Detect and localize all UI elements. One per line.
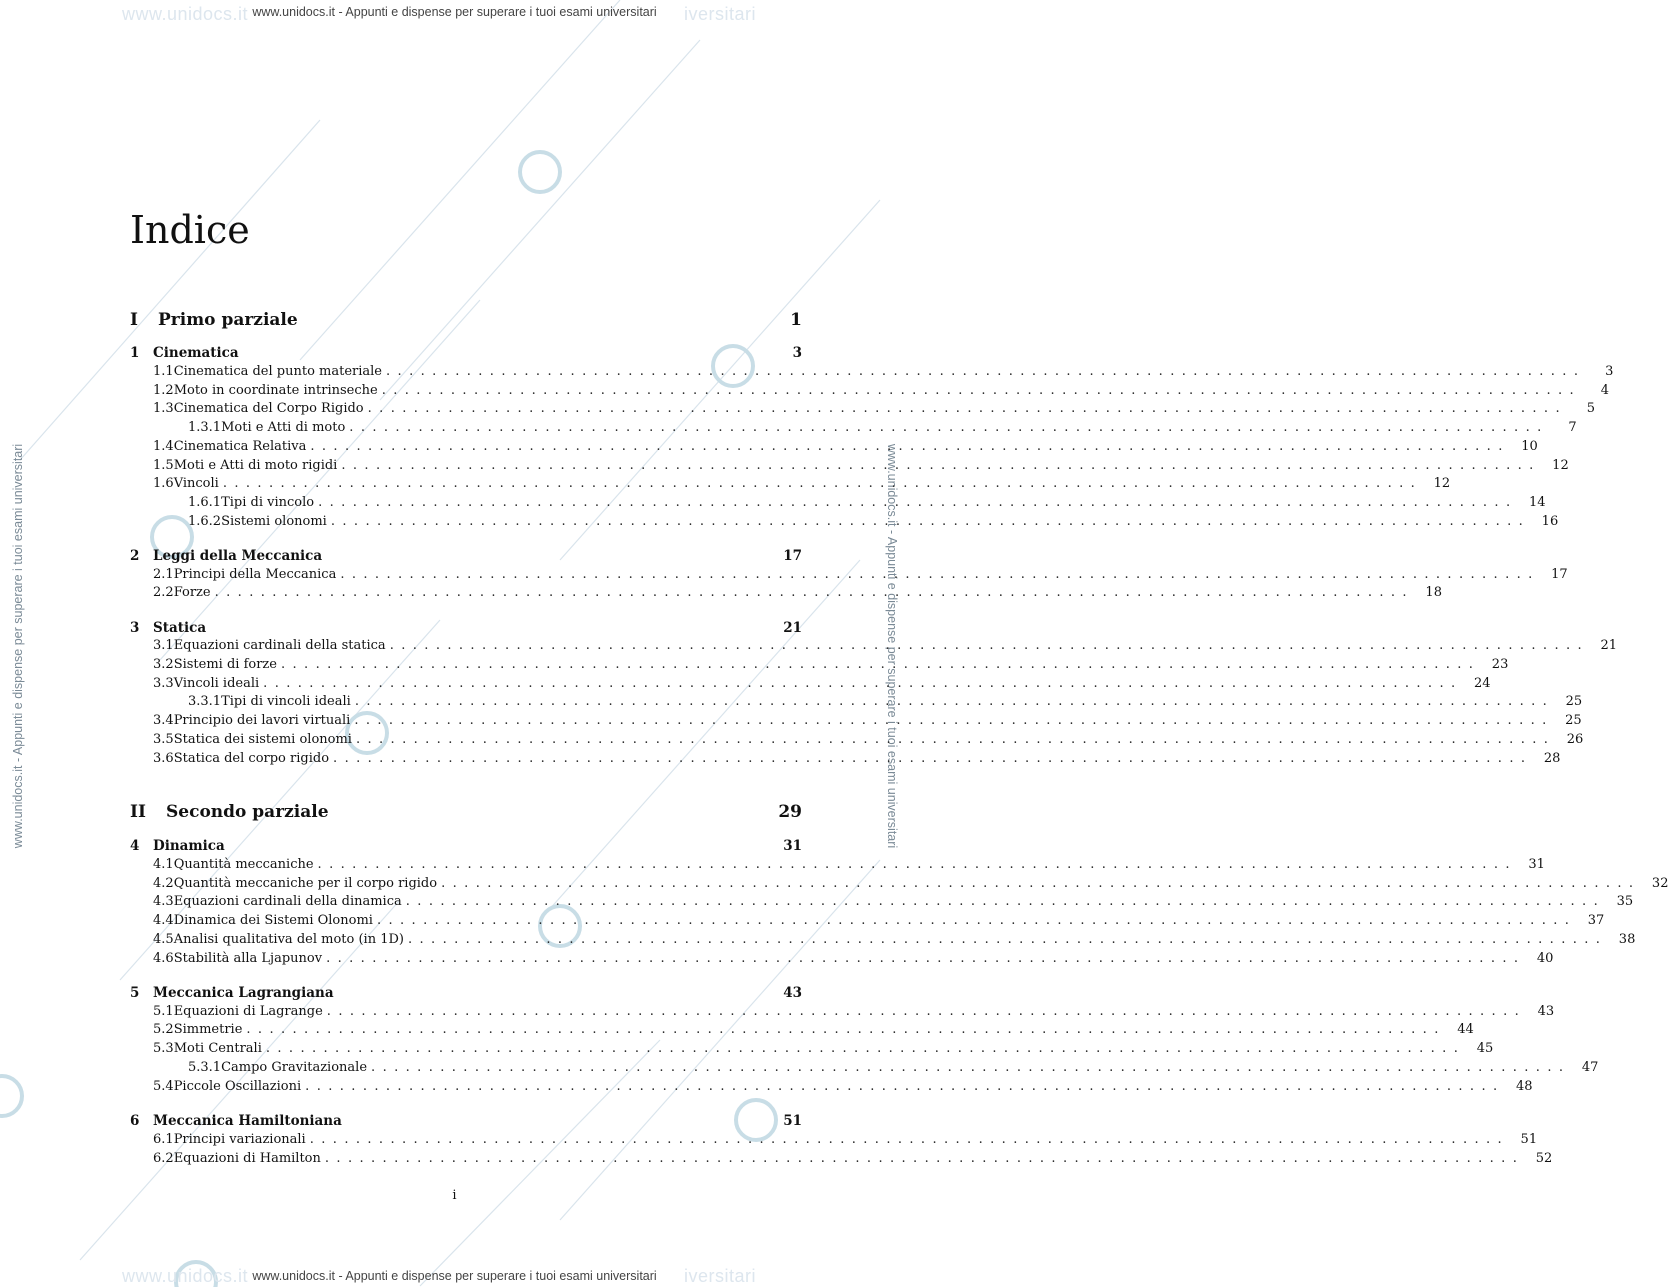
dot-leader: ........................................................................................................ [354,694,1555,709]
entry-number: 3.5 [153,732,174,747]
entry-title: Vincoli [173,476,219,491]
toc-entry[interactable] [153,751,1561,769]
entry-number: 3.1 [153,638,174,653]
entry-page: 16 [1541,514,1559,529]
toc-entry[interactable] [153,657,1509,675]
toc-entry[interactable] [153,732,1584,750]
entry-number: 3.2 [153,657,174,672]
entry-page: 47 [1581,1060,1599,1075]
entry-number: 2.1 [153,567,174,582]
toc-chapter[interactable] [130,548,802,566]
toc-entry[interactable] [188,514,1559,532]
dot-leader: ........................................................................................................ [441,876,1641,891]
chapter-number: 6 [130,1113,140,1129]
entry-number: 1.1 [153,364,174,379]
dot-leader: ........................................................................................................ [326,1004,1527,1019]
entry-page: 17 [1551,567,1568,582]
entry-page: 52 [1535,1151,1553,1166]
chapter-title: Statica [153,620,207,636]
entry-title: Analisi qualitativa del moto (in 1D) [173,932,404,947]
entry-title: Moti e Atti di moto rigidi [173,458,338,473]
dot-leader: ........................................................................................................ [326,951,1526,966]
dot-leader: ........................................................................................................ [222,476,1423,491]
entry-page: 14 [1528,495,1546,510]
entry-number: 1.2 [153,383,174,398]
toc-entry[interactable] [188,694,1583,712]
entry-number: 6.1 [153,1132,174,1147]
entry-title: Cinematica Relativa [173,439,307,454]
entry-title: Simmetrie [173,1022,243,1037]
dot-leader: ........................................................................................................ [324,1151,1525,1166]
side-watermark-right: www.unidocs.it - Appunti e dispense per superare i tuoi esami universitari [885,443,899,849]
entry-title: Vincoli ideali [173,676,260,691]
dot-leader: ........................................................................................................ [407,932,1608,947]
entry-page: 40 [1536,951,1554,966]
entry-page: 23 [1491,657,1509,672]
ghost-watermark-bottom: www.unidocs.it [122,1266,249,1286]
entry-title: Equazioni cardinali della statica [173,638,386,653]
chapter-number: 1 [130,345,140,361]
dot-leader: ........................................................................................................ [386,364,1586,379]
toc-title: Indice [130,208,250,252]
part-page: 1 [790,310,802,330]
entry-number: 5.2 [153,1022,174,1037]
toc-entry[interactable] [153,567,1568,585]
toc-entry[interactable] [153,676,1491,694]
entry-number: 3.3 [153,676,174,691]
entry-number: 5.3.1 [188,1060,222,1075]
dot-leader: ........................................................................................................ [367,401,1568,416]
toc-entry[interactable] [153,932,1636,950]
entry-number: 1.3.1 [188,420,222,435]
toc-entry[interactable] [153,476,1451,494]
entry-page: 51 [1520,1132,1538,1147]
part-page: 29 [778,802,802,822]
entry-page: 37 [1587,913,1605,928]
entry-number: 4.5 [153,932,174,947]
entry-page: 32 [1651,876,1668,891]
toc-entry[interactable] [153,439,1538,457]
dot-leader: ........................................................................................................ [376,913,1577,928]
toc-chapter[interactable] [130,838,802,856]
dot-leader: ........................................................................................................ [371,1060,1571,1075]
dot-leader: ........................................................................................................ [389,638,1590,653]
chapter-page: 43 [783,985,802,1001]
toc-entry[interactable] [153,1151,1553,1169]
entry-title: Equazioni cardinali della dinamica [173,894,402,909]
toc-entry[interactable] [153,713,1582,731]
entry-title: Equazioni di Lagrange [173,1004,323,1019]
toc-entry[interactable] [153,951,1554,969]
entry-title: Piccole Oscillazioni [173,1079,302,1094]
toc-part[interactable] [130,310,802,334]
dot-leader: ........................................................................................................ [318,495,1518,510]
entry-title: Sistemi di forze [173,657,277,672]
entry-page: 31 [1528,857,1545,872]
dot-leader: ........................................................................................................ [280,657,1481,672]
chapter-title: Meccanica Lagrangiana [153,985,334,1001]
ghost-watermark-bottom-right: iversitari [684,1266,757,1286]
entry-number: 1.6.1 [188,495,222,510]
entry-number: 4.3 [153,894,174,909]
entry-page: 48 [1516,1079,1533,1094]
entry-title: Dinamica dei Sistemi Olonomi [173,913,373,928]
header-watermark: www.unidocs.it - Appunti e dispense per superare i tuoi esami universitari [252,5,657,19]
chapter-page: 3 [792,345,802,361]
dot-leader: ........................................................................................................ [405,894,1606,909]
part-number: II [130,802,146,822]
chapter-page: 31 [783,838,802,854]
dot-leader: ........................................................................................................ [381,383,1582,398]
chapter-page: 17 [783,548,802,564]
entry-title: Campo Gravitazionale [221,1060,368,1075]
toc-entry[interactable] [153,1004,1555,1022]
toc-entry[interactable] [153,458,1569,476]
chapter-number: 5 [130,985,140,1001]
chapter-title: Dinamica [153,838,225,854]
dot-leader: ........................................................................................................ [340,567,1540,582]
side-watermark-left: www.unidocs.it - Appunti e dispense per superare i tuoi esami universitari [11,443,25,849]
entry-title: Tipi di vincolo [221,495,315,510]
entry-title: Tipi di vincoli ideali [221,694,351,709]
entry-page: 26 [1566,732,1584,747]
dot-leader: ........................................................................................................ [214,585,1414,600]
dot-leader: ........................................................................................................ [333,751,1533,766]
entry-title: Principi variazionali [173,1132,306,1147]
entry-page: 10 [1521,439,1538,454]
entry-number: 1.6 [153,476,174,491]
entry-page: 12 [1433,476,1451,491]
entry-title: Principi della Meccanica [173,567,337,582]
entry-page: 44 [1457,1022,1474,1037]
dot-leader: ........................................................................................................ [246,1022,1446,1037]
entry-page: 24 [1474,676,1491,691]
page-number: i [452,1188,457,1203]
chapter-title: Leggi della Meccanica [153,548,323,564]
dot-leader: ........................................................................................................ [330,514,1531,529]
entry-number: 2.2 [153,585,174,600]
chapter-title: Cinematica [153,345,239,361]
chapter-page: 51 [783,1113,802,1129]
dot-leader: ........................................................................................................ [265,1041,1466,1056]
dot-leader: ........................................................................................................ [317,857,1517,872]
chapter-number: 4 [130,838,140,854]
entry-page: 25 [1565,713,1582,728]
entry-page: 12 [1552,458,1569,473]
entry-page: 7 [1568,420,1577,435]
toc-entry[interactable] [153,913,1605,931]
dot-leader: ........................................................................................................ [354,713,1554,728]
toc-entry[interactable] [153,1132,1538,1150]
entry-page: 28 [1543,751,1561,766]
entry-page: 18 [1425,585,1442,600]
entry-page: 35 [1616,894,1634,909]
entry-page: 4 [1600,383,1610,398]
entry-number: 3.4 [153,713,174,728]
dot-leader: ........................................................................................................ [349,420,1549,435]
entry-number: 4.2 [153,876,174,891]
entry-number: 5.1 [153,1004,174,1019]
entry-number: 3.3.1 [188,694,222,709]
entry-title: Quantità meccaniche [173,857,314,872]
entry-title: Cinematica del punto materiale [173,364,383,379]
entry-number: 4.4 [153,913,174,928]
toc-entry[interactable] [153,401,1596,419]
entry-page: 21 [1600,638,1618,653]
entry-title: Equazioni di Hamilton [173,1151,321,1166]
toc-chapter[interactable] [130,345,802,363]
entry-number: 5.3 [153,1041,174,1056]
dot-leader: ........................................................................................................ [341,458,1541,473]
toc-entry[interactable] [153,1079,1533,1097]
entry-number: 1.5 [153,458,174,473]
part-title: Primo parziale [158,310,298,330]
entry-title: Moto in coordinate intrinseche [173,383,378,398]
entry-page: 5 [1586,401,1596,416]
entry-title: Sistemi olonomi [221,514,327,529]
entry-title: Quantità meccaniche per il corpo rigido [173,876,438,891]
entry-number: 4.6 [153,951,174,966]
toc-entry[interactable] [153,1041,1494,1059]
entry-title: Principio dei lavori virtuali [173,713,351,728]
entry-number: 1.3 [153,401,174,416]
ghost-watermark-top: www.unidocs.it [122,4,249,24]
toc-part[interactable] [130,802,802,826]
toc-chapter[interactable] [130,620,802,638]
entry-title: Stabilità alla Ljapunov [173,951,323,966]
toc-entry[interactable] [188,1060,1599,1078]
entry-number: 1.6.2 [188,514,222,529]
toc-entry[interactable] [153,383,1610,401]
toc-entry[interactable] [188,495,1546,513]
part-number: I [130,310,138,330]
footer-watermark: www.unidocs.it - Appunti e dispense per superare i tuoi esami universitari [252,1269,657,1283]
entry-page: 3 [1605,364,1614,379]
entry-title: Statica del corpo rigido [173,751,330,766]
entry-title: Moti Centrali [173,1041,262,1056]
entry-number: 6.2 [153,1151,174,1166]
entry-page: 45 [1476,1041,1494,1056]
toc-entry[interactable] [153,894,1634,912]
chapter-number: 3 [130,620,140,636]
toc-chapter[interactable] [130,1113,802,1131]
dot-leader: ........................................................................................................ [355,732,1556,747]
entry-title: Statica dei sistemi olonomi [173,732,352,747]
dot-leader: ........................................................................................................ [310,439,1510,454]
entry-title: Forze [173,585,211,600]
toc-entry[interactable] [153,638,1618,656]
toc-entry[interactable] [153,585,1442,603]
chapter-title: Meccanica Hamiltoniana [153,1113,342,1129]
toc-entry[interactable] [153,876,1668,894]
toc-entry[interactable] [153,364,1614,382]
entry-title: Moti e Atti di moto [221,420,346,435]
entry-number: 1.4 [153,439,174,454]
toc-entry[interactable] [188,420,1577,438]
toc-chapter[interactable] [130,985,802,1003]
entry-page: 43 [1537,1004,1555,1019]
part-title: Secondo parziale [166,802,329,822]
toc-entry[interactable] [153,857,1545,875]
entry-number: 4.1 [153,857,174,872]
entry-number: 3.6 [153,751,174,766]
entry-page: 25 [1565,694,1583,709]
toc-entry[interactable] [153,1022,1474,1040]
dot-leader: ........................................................................................................ [309,1132,1510,1147]
dot-leader: ........................................................................................................ [263,676,1463,691]
chapter-number: 2 [130,548,140,564]
ghost-watermark-top-right: iversitari [684,4,757,24]
entry-title: Cinematica del Corpo Rigido [173,401,364,416]
entry-page: 38 [1618,932,1636,947]
chapter-page: 21 [783,620,802,636]
dot-leader: ........................................................................................................ [305,1079,1505,1094]
entry-number: 5.4 [153,1079,174,1094]
